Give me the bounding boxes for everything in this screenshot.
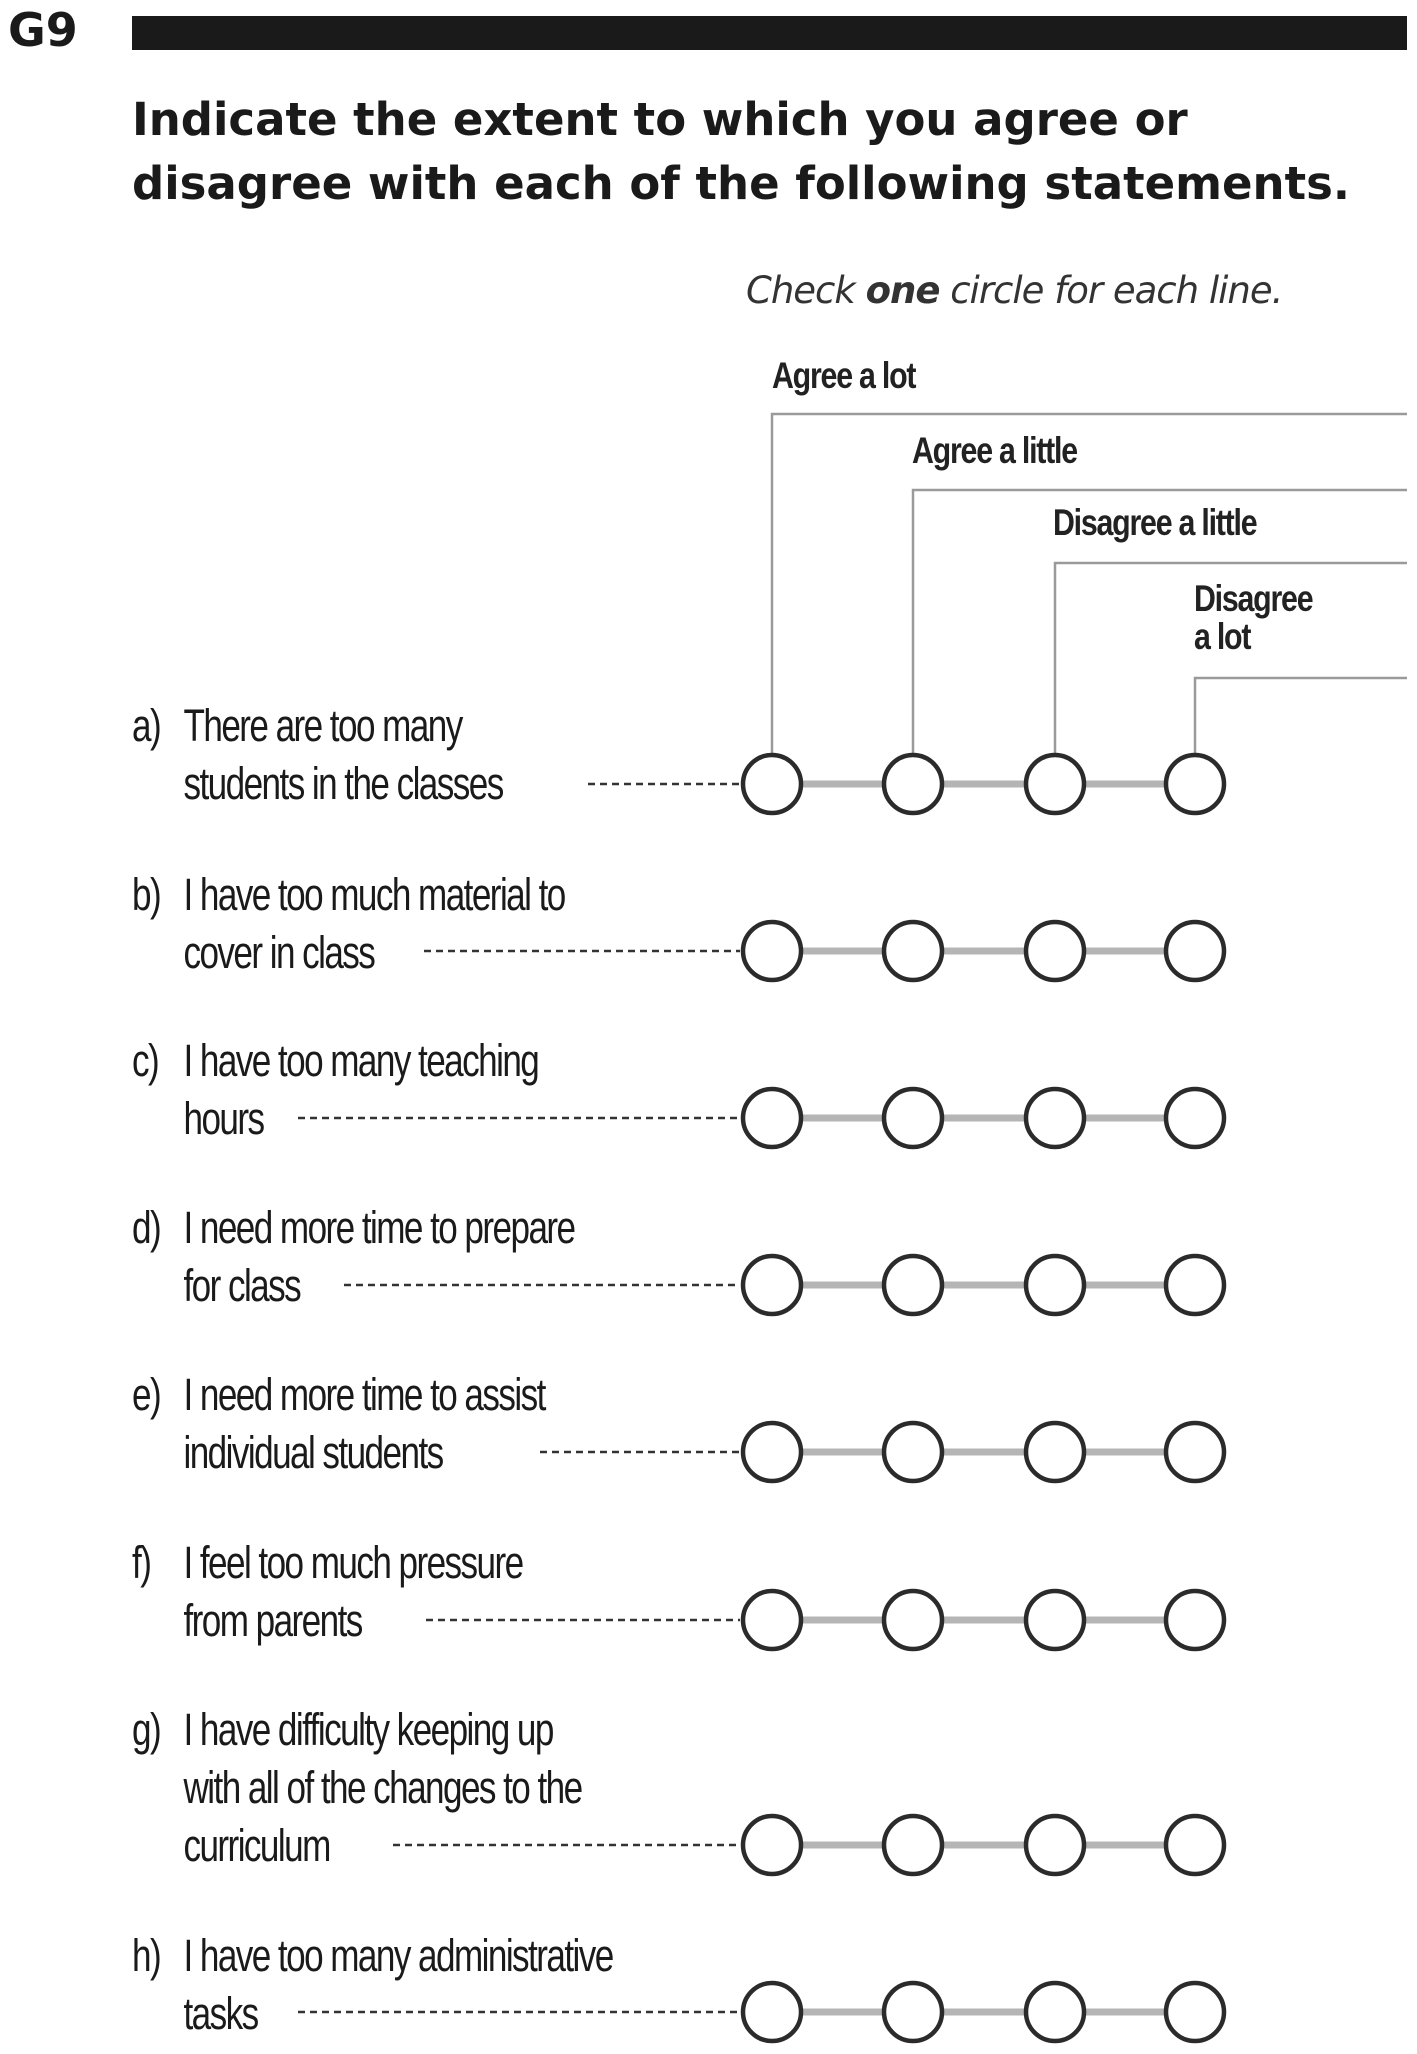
row-g-scale [393,1816,1224,1874]
item-b-line1: I have too much material to [183,869,565,920]
row-c-radio-disagree-a-little[interactable] [1026,1089,1084,1147]
item-d-line1: I need more time to prepare [183,1202,575,1253]
item-c-line1: I have too many teaching [183,1035,539,1086]
item-e-line2: individual students [183,1427,443,1478]
item-f-letter: f) [132,1537,151,1588]
row-a-scale [588,755,1224,813]
row-c-radio-agree-a-little[interactable] [884,1089,942,1147]
row-e-radio-agree-a-little[interactable] [884,1423,942,1481]
item-g-line2: with all of the changes to the [183,1762,582,1813]
row-a-radio-agree-a-little[interactable] [884,755,942,813]
row-h-radio-disagree-a-lot[interactable] [1166,1983,1224,2041]
item-h-letter: h) [132,1930,161,1981]
item-b-letter: b) [132,869,161,920]
item-f-line1: I feel too much pressure [183,1537,523,1588]
row-e-scale [540,1423,1224,1481]
row-c-radio-disagree-a-lot[interactable] [1166,1089,1224,1147]
row-g-radio-disagree-a-lot[interactable] [1166,1816,1224,1874]
item-g-line3: curriculum [183,1820,330,1871]
question-number: G9 [8,3,78,57]
row-b-radio-disagree-a-little[interactable] [1026,922,1084,980]
item-g-letter: g) [132,1704,161,1755]
row-c-radio-agree-a-lot[interactable] [743,1089,801,1147]
item-a-line2: students in the classes [183,758,503,809]
item-f-line2: from parents [183,1595,362,1646]
row-h-radio-agree-a-little[interactable] [884,1983,942,2041]
instruction-pre: Check [746,269,866,312]
item-g-line1: I have difficulty keeping up [183,1704,553,1755]
item-a-letter: a) [132,700,161,751]
instruction-post: circle for each line. [939,269,1283,312]
item-c-letter: c) [132,1035,159,1086]
column-label-agree-a-little: Agree a little [912,430,1077,471]
row-d-radio-disagree-a-lot[interactable] [1166,1256,1224,1314]
column-label-disagree-a-little: Disagree a little [1053,502,1257,543]
item-b-line2: cover in class [183,927,375,978]
row-h-radio-agree-a-lot[interactable] [743,1983,801,2041]
column-label-disagree-a-lot-line2: a lot [1194,616,1251,657]
row-d-radio-agree-a-lot[interactable] [743,1256,801,1314]
question-prompt: Indicate the extent to which you agree or disagree with each of the following statements. [132,93,1350,210]
row-d-radio-agree-a-little[interactable] [884,1256,942,1314]
item-h-line1: I have too many administrative [183,1930,613,1981]
row-b-scale [424,922,1224,980]
row-e-radio-agree-a-lot[interactable] [743,1423,801,1481]
instruction-emphasis: one [865,269,940,312]
row-g-radio-disagree-a-little[interactable] [1026,1816,1084,1874]
row-b-radio-agree-a-lot[interactable] [743,922,801,980]
row-g-radio-agree-a-lot[interactable] [743,1816,801,1874]
row-e-radio-disagree-a-little[interactable] [1026,1423,1084,1481]
row-b-radio-agree-a-little[interactable] [884,922,942,980]
row-f-scale [426,1591,1224,1649]
row-d-scale [344,1256,1224,1314]
item-c-line2: hours [183,1093,264,1144]
column-label-disagree-a-lot-line1: Disagree [1194,578,1313,619]
row-g-radio-agree-a-little[interactable] [884,1816,942,1874]
row-f-radio-disagree-a-lot[interactable] [1166,1591,1224,1649]
row-f-radio-agree-a-little[interactable] [884,1591,942,1649]
row-d-radio-disagree-a-little[interactable] [1026,1256,1084,1314]
row-a-radio-agree-a-lot[interactable] [743,755,801,813]
item-h-line2: tasks [183,1988,258,2039]
row-f-radio-agree-a-lot[interactable] [743,1591,801,1649]
item-d-line2: for class [183,1260,301,1311]
row-e-radio-disagree-a-lot[interactable] [1166,1423,1224,1481]
row-c-scale [298,1089,1224,1147]
item-e-line1: I need more time to assist [183,1369,545,1420]
item-e-letter: e) [132,1369,161,1420]
row-h-scale [298,1983,1224,2041]
row-b-radio-disagree-a-lot[interactable] [1166,922,1224,980]
row-f-radio-disagree-a-little[interactable] [1026,1591,1084,1649]
row-a-radio-disagree-a-little[interactable] [1026,755,1084,813]
row-h-radio-disagree-a-little[interactable] [1026,1983,1084,2041]
item-d-letter: d) [132,1202,161,1253]
column-label-agree-a-lot: Agree a lot [772,355,916,396]
row-a-radio-disagree-a-lot[interactable] [1166,755,1224,813]
item-a-line1: There are too many [183,700,462,751]
